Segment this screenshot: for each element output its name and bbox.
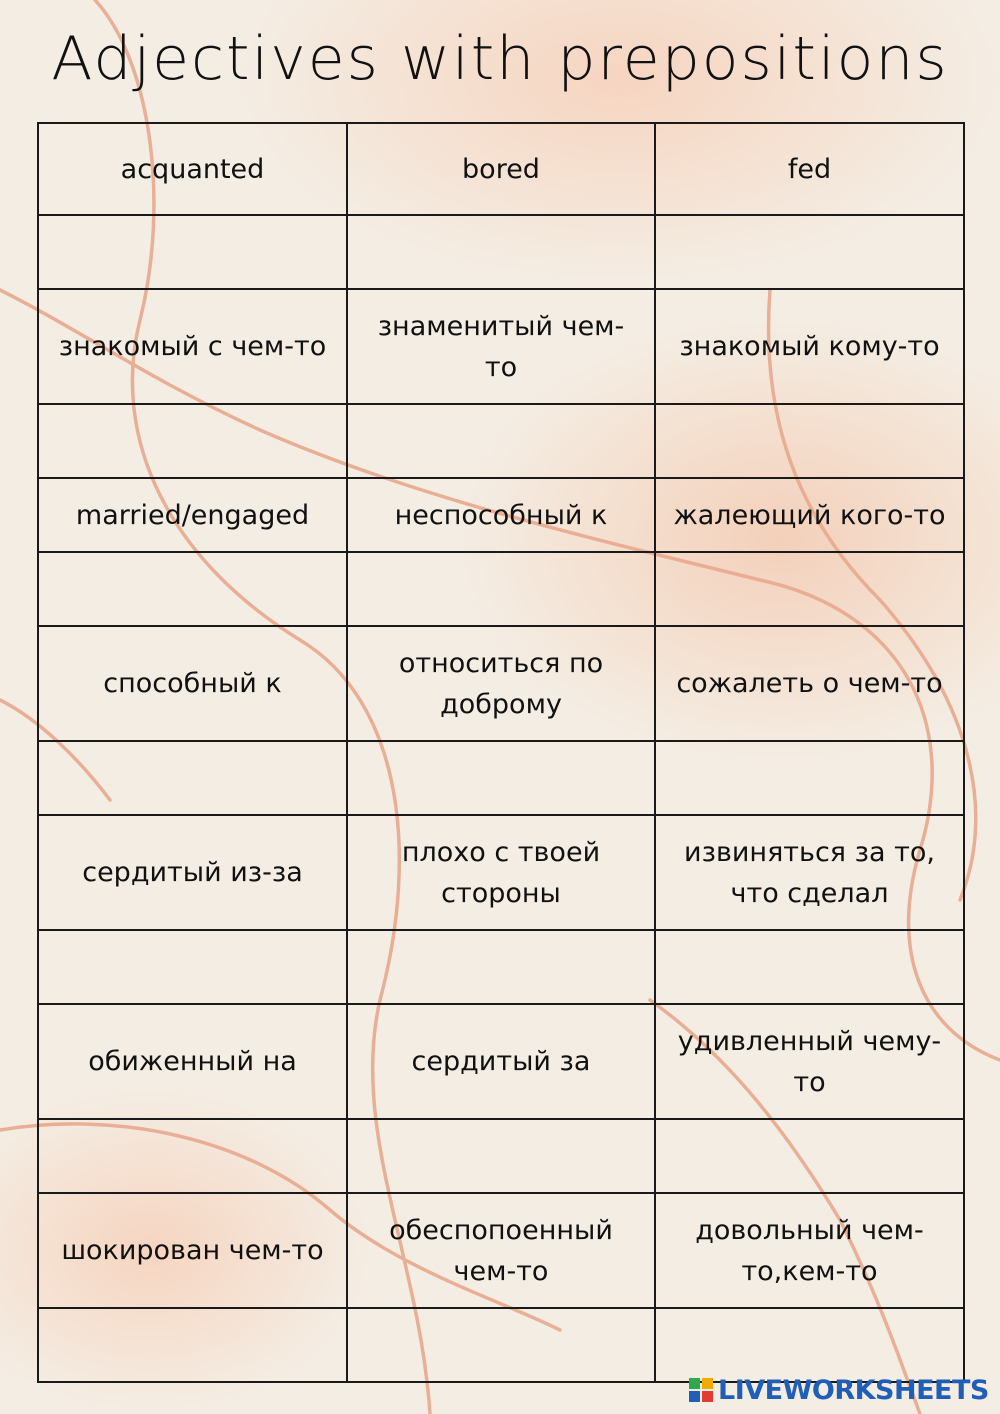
answer-input-cell[interactable] [347, 741, 655, 815]
prompt-cell: обеспопоенный чем-то [347, 1193, 655, 1308]
prompt-cell: извиняться за то, что сделал [655, 815, 964, 930]
answer-input-cell[interactable] [655, 1308, 964, 1382]
table-row [38, 478, 964, 552]
liveworksheets-logo-icon [688, 1377, 714, 1403]
prompt-cell: знакомый с чем-то [38, 289, 347, 404]
answer-input-cell[interactable] [38, 930, 347, 1004]
prompt-cell: неспособный к [347, 478, 655, 552]
answer-input-cell[interactable] [38, 404, 347, 478]
prompt-cell: married/engaged [38, 478, 347, 552]
answer-input-cell[interactable] [38, 215, 347, 289]
page-title: Adjectives with prepositions [51, 24, 949, 94]
prompt-cell: acquanted [38, 123, 347, 215]
table-row [38, 1004, 964, 1119]
table-row [38, 815, 964, 930]
answer-input-cell[interactable] [347, 215, 655, 289]
table-row [38, 123, 964, 215]
prompt-cell: плохо с твоей стороны [347, 815, 655, 930]
prompt-cell: относиться по доброму [347, 626, 655, 741]
answer-input-cell[interactable] [38, 1119, 347, 1193]
answer-input-cell[interactable] [347, 930, 655, 1004]
answer-input-cell[interactable] [655, 1119, 964, 1193]
prompt-cell: довольный чем-то,кем-то [655, 1193, 964, 1308]
vocabulary-table [37, 122, 965, 1383]
answer-input-cell[interactable] [347, 1119, 655, 1193]
answer-row [38, 930, 964, 1004]
answer-input-cell[interactable] [655, 930, 964, 1004]
answer-row [38, 215, 964, 289]
prompt-cell: шокирован чем-то [38, 1193, 347, 1308]
answer-input-cell[interactable] [655, 404, 964, 478]
answer-row [38, 1308, 964, 1382]
prompt-cell: обиженный на [38, 1004, 347, 1119]
answer-input-cell[interactable] [347, 552, 655, 626]
answer-row [38, 552, 964, 626]
prompt-cell: сердитый из-за [38, 815, 347, 930]
brand-name: LIVEWORKSHEETS [718, 1374, 989, 1406]
table-row [38, 289, 964, 404]
prompt-cell: знакомый кому-то [655, 289, 964, 404]
answer-input-cell[interactable] [655, 215, 964, 289]
answer-input-cell[interactable] [38, 1308, 347, 1382]
prompt-cell: bored [347, 123, 655, 215]
answer-input-cell[interactable] [38, 552, 347, 626]
prompt-cell: знаменитый чем-то [347, 289, 655, 404]
brand-logo[interactable] [688, 1374, 989, 1406]
answer-input-cell[interactable] [347, 1308, 655, 1382]
prompt-cell: жалеющий кого-то [655, 478, 964, 552]
answer-input-cell[interactable] [655, 552, 964, 626]
answer-input-cell[interactable] [347, 404, 655, 478]
prompt-cell: fed [655, 123, 964, 215]
table-row [38, 1193, 964, 1308]
prompt-cell: сожалеть о чем-то [655, 626, 964, 741]
prompt-cell: способный к [38, 626, 347, 741]
answer-input-cell[interactable] [655, 741, 964, 815]
answer-row [38, 404, 964, 478]
table-row [38, 626, 964, 741]
answer-input-cell[interactable] [38, 741, 347, 815]
answer-row [38, 741, 964, 815]
prompt-cell: удивленный чему-то [655, 1004, 964, 1119]
answer-row [38, 1119, 964, 1193]
prompt-cell: сердитый за [347, 1004, 655, 1119]
